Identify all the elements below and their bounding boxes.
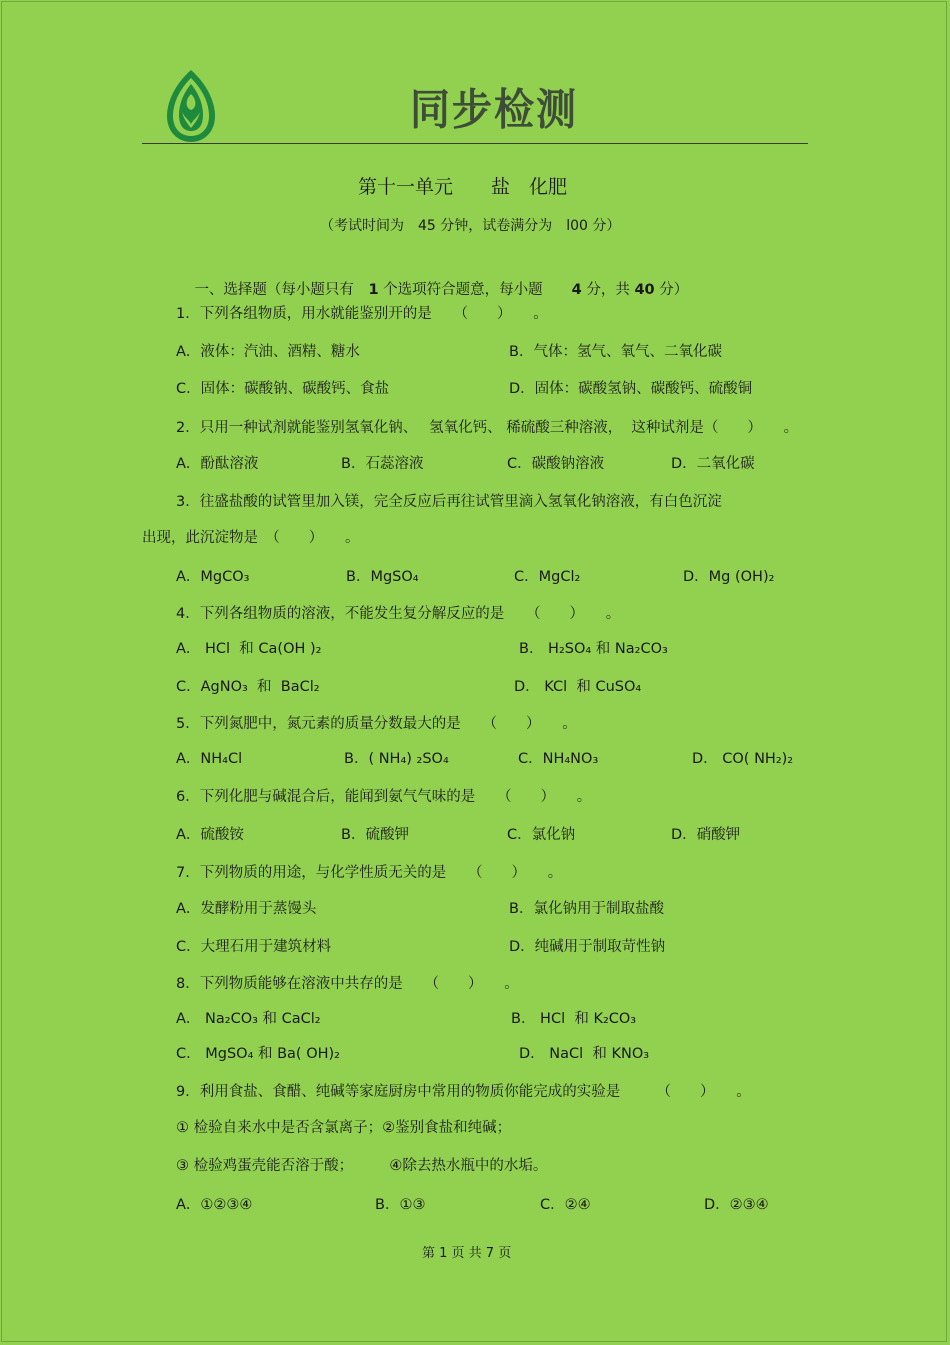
q7-option-c[interactable]: C．大理石用于建筑材料 (176, 939, 332, 955)
question-9-item-1: ① 检验自来水中是否含氯离子；②鉴别食盐和纯碱； (176, 1120, 512, 1136)
q8-option-c[interactable]: C． MgSO₄ 和 Ba( OH)₂ (176, 1046, 340, 1062)
q1-option-a[interactable]: A．液体：汽油、酒精、糖水 (176, 344, 360, 360)
q5-option-b[interactable]: B．( NH₄) ₂SO₄ (344, 751, 449, 767)
q2-option-c[interactable]: C．碳酸钠溶液 (507, 456, 605, 472)
question-6: 6．下列化肥与碱混合后，能闻到氨气气味的是 （ ） 。 (176, 789, 592, 805)
q6-option-c[interactable]: C．氯化钠 (507, 827, 576, 843)
q1-option-c[interactable]: C．固体：碳酸钠、碳酸钙、食盐 (176, 381, 390, 397)
page-border (1, 1, 947, 1342)
q8-option-d[interactable]: D． NaCl 和 KNO₃ (519, 1046, 650, 1062)
q5-option-d[interactable]: D． CO( NH₂)₂ (692, 751, 794, 767)
q9-option-d[interactable]: D．②③④ (704, 1197, 769, 1213)
question-5: 5．下列氮肥中，氮元素的质量分数最大的是 （ ） 。 (176, 716, 577, 732)
exam-info: （考试时间为 45 分钟，试卷满分为 l00 分） (320, 218, 621, 234)
question-8: 8．下列物质能够在溶液中共存的是 （ ） 。 (176, 976, 519, 992)
q9-option-c[interactable]: C．②④ (540, 1197, 591, 1213)
q4-option-c[interactable]: C．AgNO₃ 和 BaCl₂ (176, 679, 320, 695)
q6-option-b[interactable]: B．硫酸钾 (341, 827, 409, 843)
question-9: 9．利用食盐、食醋、纯碱等家庭厨房中常用的物质你能完成的实验是 （ ） 。 (176, 1084, 751, 1100)
header-rule (142, 143, 808, 144)
q3-option-c[interactable]: C．MgCl₂ (514, 569, 581, 585)
q9-option-a[interactable]: A．①②③④ (176, 1197, 253, 1213)
question-7: 7．下列物质的用途，与化学性质无关的是 （ ） 。 (176, 865, 563, 881)
q7-option-b[interactable]: B．氯化钠用于制取盐酸 (509, 901, 664, 917)
question-9-item-2: ③ 检验鸡蛋壳能否溶于酸； ④除去热水瓶中的水垢。 (176, 1158, 548, 1174)
q1-option-b[interactable]: B．气体：氢气、氧气、二氧化碳 (509, 344, 722, 360)
q3-option-b[interactable]: B．MgSO₄ (346, 569, 419, 585)
q2-option-a[interactable]: A．酚酞溶液 (176, 456, 259, 472)
question-1: 1．下列各组物质，用水就能鉴别开的是 （ ） 。 (176, 306, 548, 322)
q2-option-d[interactable]: D．二氧化碳 (671, 456, 755, 472)
q8-option-b[interactable]: B． HCl 和 K₂CO₃ (511, 1011, 637, 1027)
q5-option-c[interactable]: C．NH₄NO₃ (518, 751, 599, 767)
question-3-continued: 出现，此沉淀物是 （ ） 。 (142, 530, 360, 546)
q6-option-a[interactable]: A．硫酸铵 (176, 827, 244, 843)
q7-option-d[interactable]: D．纯碱用于制取苛性钠 (509, 939, 666, 955)
q6-option-d[interactable]: D．硝酸钾 (671, 827, 741, 843)
q4-option-a[interactable]: A． HCl 和 Ca(OH )₂ (176, 641, 322, 657)
q5-option-a[interactable]: A．NH₄Cl (176, 751, 243, 767)
q1-option-d[interactable]: D．固体：碳酸氢钠、碳酸钙、硫酸铜 (509, 381, 753, 397)
leaf-hands-icon (165, 68, 217, 144)
q4-option-d[interactable]: D． KCl 和 CuSO₄ (514, 679, 642, 695)
question-3: 3．往盛盐酸的试管里加入镁，完全反应后再往试管里滴入氢氧化钠溶液，有白色沉淀 (176, 494, 722, 510)
page-number: 第 1 页 共 7 页 (422, 1246, 512, 1261)
section-heading: 一、选择题（每小题只有 1 个选项符合题意，每小题 4 分，共 40 分） (194, 281, 689, 298)
question-4: 4．下列各组物质的溶液，不能发生复分解反应的是 （ ） 。 (176, 606, 621, 622)
question-2: 2．只用一种试剂就能鉴别氢氧化钠、 氢氧化钙、 稀硫酸三种溶液， 这种试剂是（ ） 。 (176, 420, 799, 436)
q4-option-b[interactable]: B． H₂SO₄ 和 Na₂CO₃ (519, 641, 668, 657)
q9-option-b[interactable]: B．①③ (375, 1197, 426, 1213)
q7-option-a[interactable]: A．发酵粉用于蒸馒头 (176, 901, 317, 917)
q3-option-a[interactable]: A．MgCO₃ (176, 569, 250, 585)
q8-option-a[interactable]: A． Na₂CO₃ 和 CaCl₂ (176, 1011, 321, 1027)
page-title: 第十一单元 盐 化肥 (358, 176, 568, 198)
q3-option-d[interactable]: D．Mg (OH)₂ (683, 569, 775, 585)
q2-option-b[interactable]: B．石蕊溶液 (341, 456, 424, 472)
brand-title: 同步检测 (410, 85, 578, 136)
